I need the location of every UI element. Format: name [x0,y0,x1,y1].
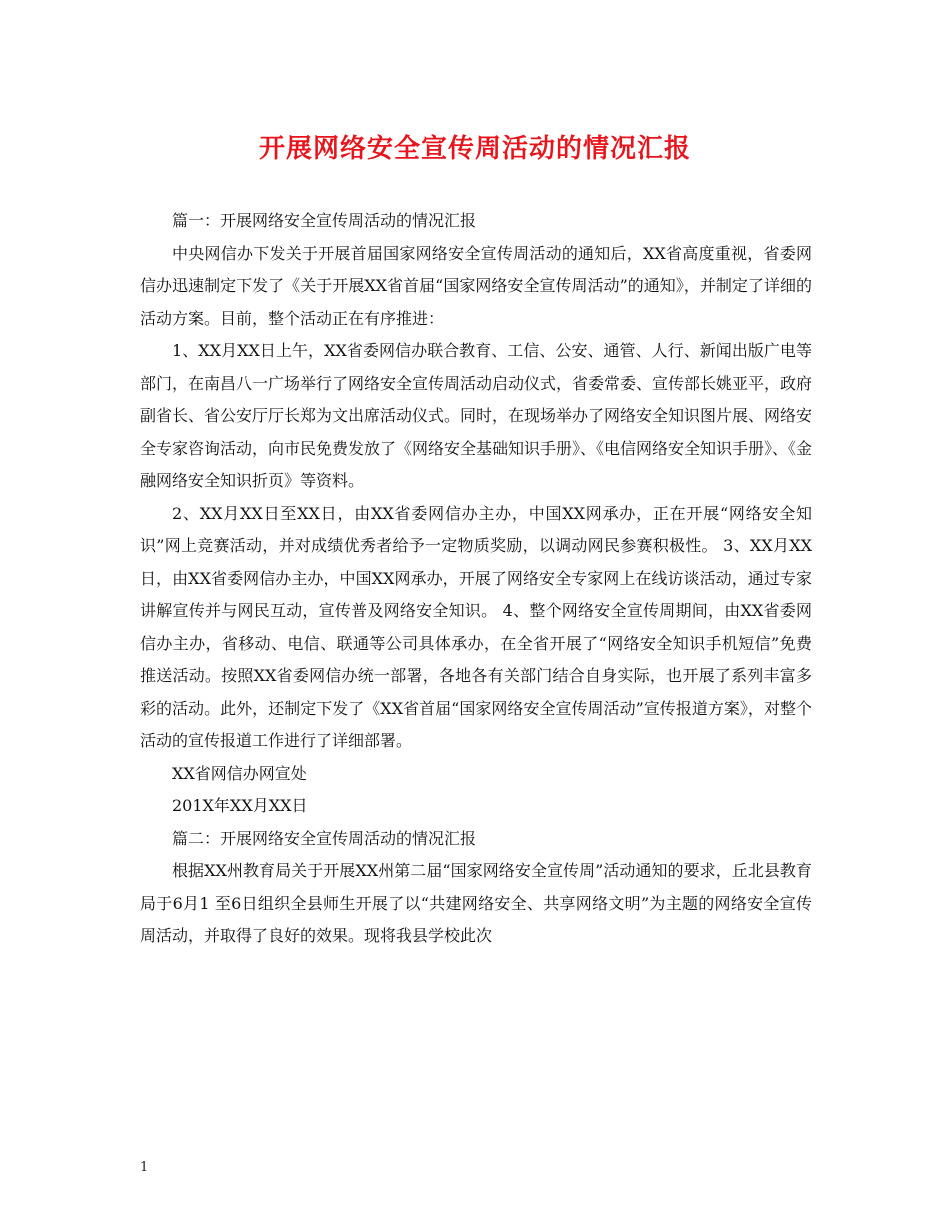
paragraph-item-1: 1、XX月XX日上午，XX省委网信办联合教育、工信、公安、通管、人行、新闻出版广电等部门，在南昌八一广场举行了网络安全宣传周活动启动仪式，省委常委、宣传部长姚亚平，政府副省长、省公安厅厅长郑为文出席活动仪式。同时，在现场举办了网络安全知识图片展、网络安全专家咨询活动，向市民免费发放了《网络安全基础知识手册》、《电信网络安全知识手册》、《金融网络安全知识折页》等资料。 [140,341,813,490]
document-title: 开展网络安全宣传周活动的情况汇报 [258,134,691,164]
signature-date: 201X年XX月XX日 [172,796,308,815]
signature-department: XX省网信办网宣处 [172,763,307,783]
paragraph-items-2-4: 2、XX月XX日至XX日，由XX省委网信办主办，中国XX网承办，正在开展“网络安全知识”网上竞赛活动，并对成绩优秀者给予一定物质奖励，以调动网民参赛积极性。 3、XX月XX日，由XX省委网信办主办，中国XX网承办，开展了网络安全专家网上在线访谈活动，通过专家讲解宣传并与网民互动，宣传普及网络安全知识。 4、整个网络安全宣传周期间，由XX省委网信办主办，省移动、电信、联通等公司具体承办，在全省开展了“网络安全知识手机短信”免费推送活动。按照XX省委网信办统一部署，各地各有关部门结合自身实际，也开展了系列丰富多彩的活动。此外，还制定下发了《XX省首届“国家网络安全宣传周活动”宣传报道方案》，对整个活动的宣传报道工作进行了详细部署。 [140,503,812,750]
document-body [140,205,812,953]
section-heading-1: 篇一：开展网络安全宣传周活动的情况汇报 [172,211,477,230]
paragraph-intro: 中央网信办下发关于开展首届国家网络安全宣传周活动的通知后，XX省高度重视，省委网信办迅速制定下发了《关于开展XX省首届“国家网络安全宣传周活动”的通知》，并制定了详细的活动方案。目前，整个活动正在有序推进： [140,243,812,328]
section-heading-2: 篇二：开展网络安全宣传周活动的情况汇报 [172,828,477,848]
paragraph-section-2-intro: 根据XX州教育局关于开展XX州第二届“国家网络安全宣传周”活动通知的要求，丘北县教育局于6月1 至6日组织全县师生开展了以“共建网络安全、共享网络文明”为主题的网络安全宣传周活动，并取得了良好的效果。现将我县学校此次 [140,861,812,945]
page-number: 1 [140,1160,149,1175]
